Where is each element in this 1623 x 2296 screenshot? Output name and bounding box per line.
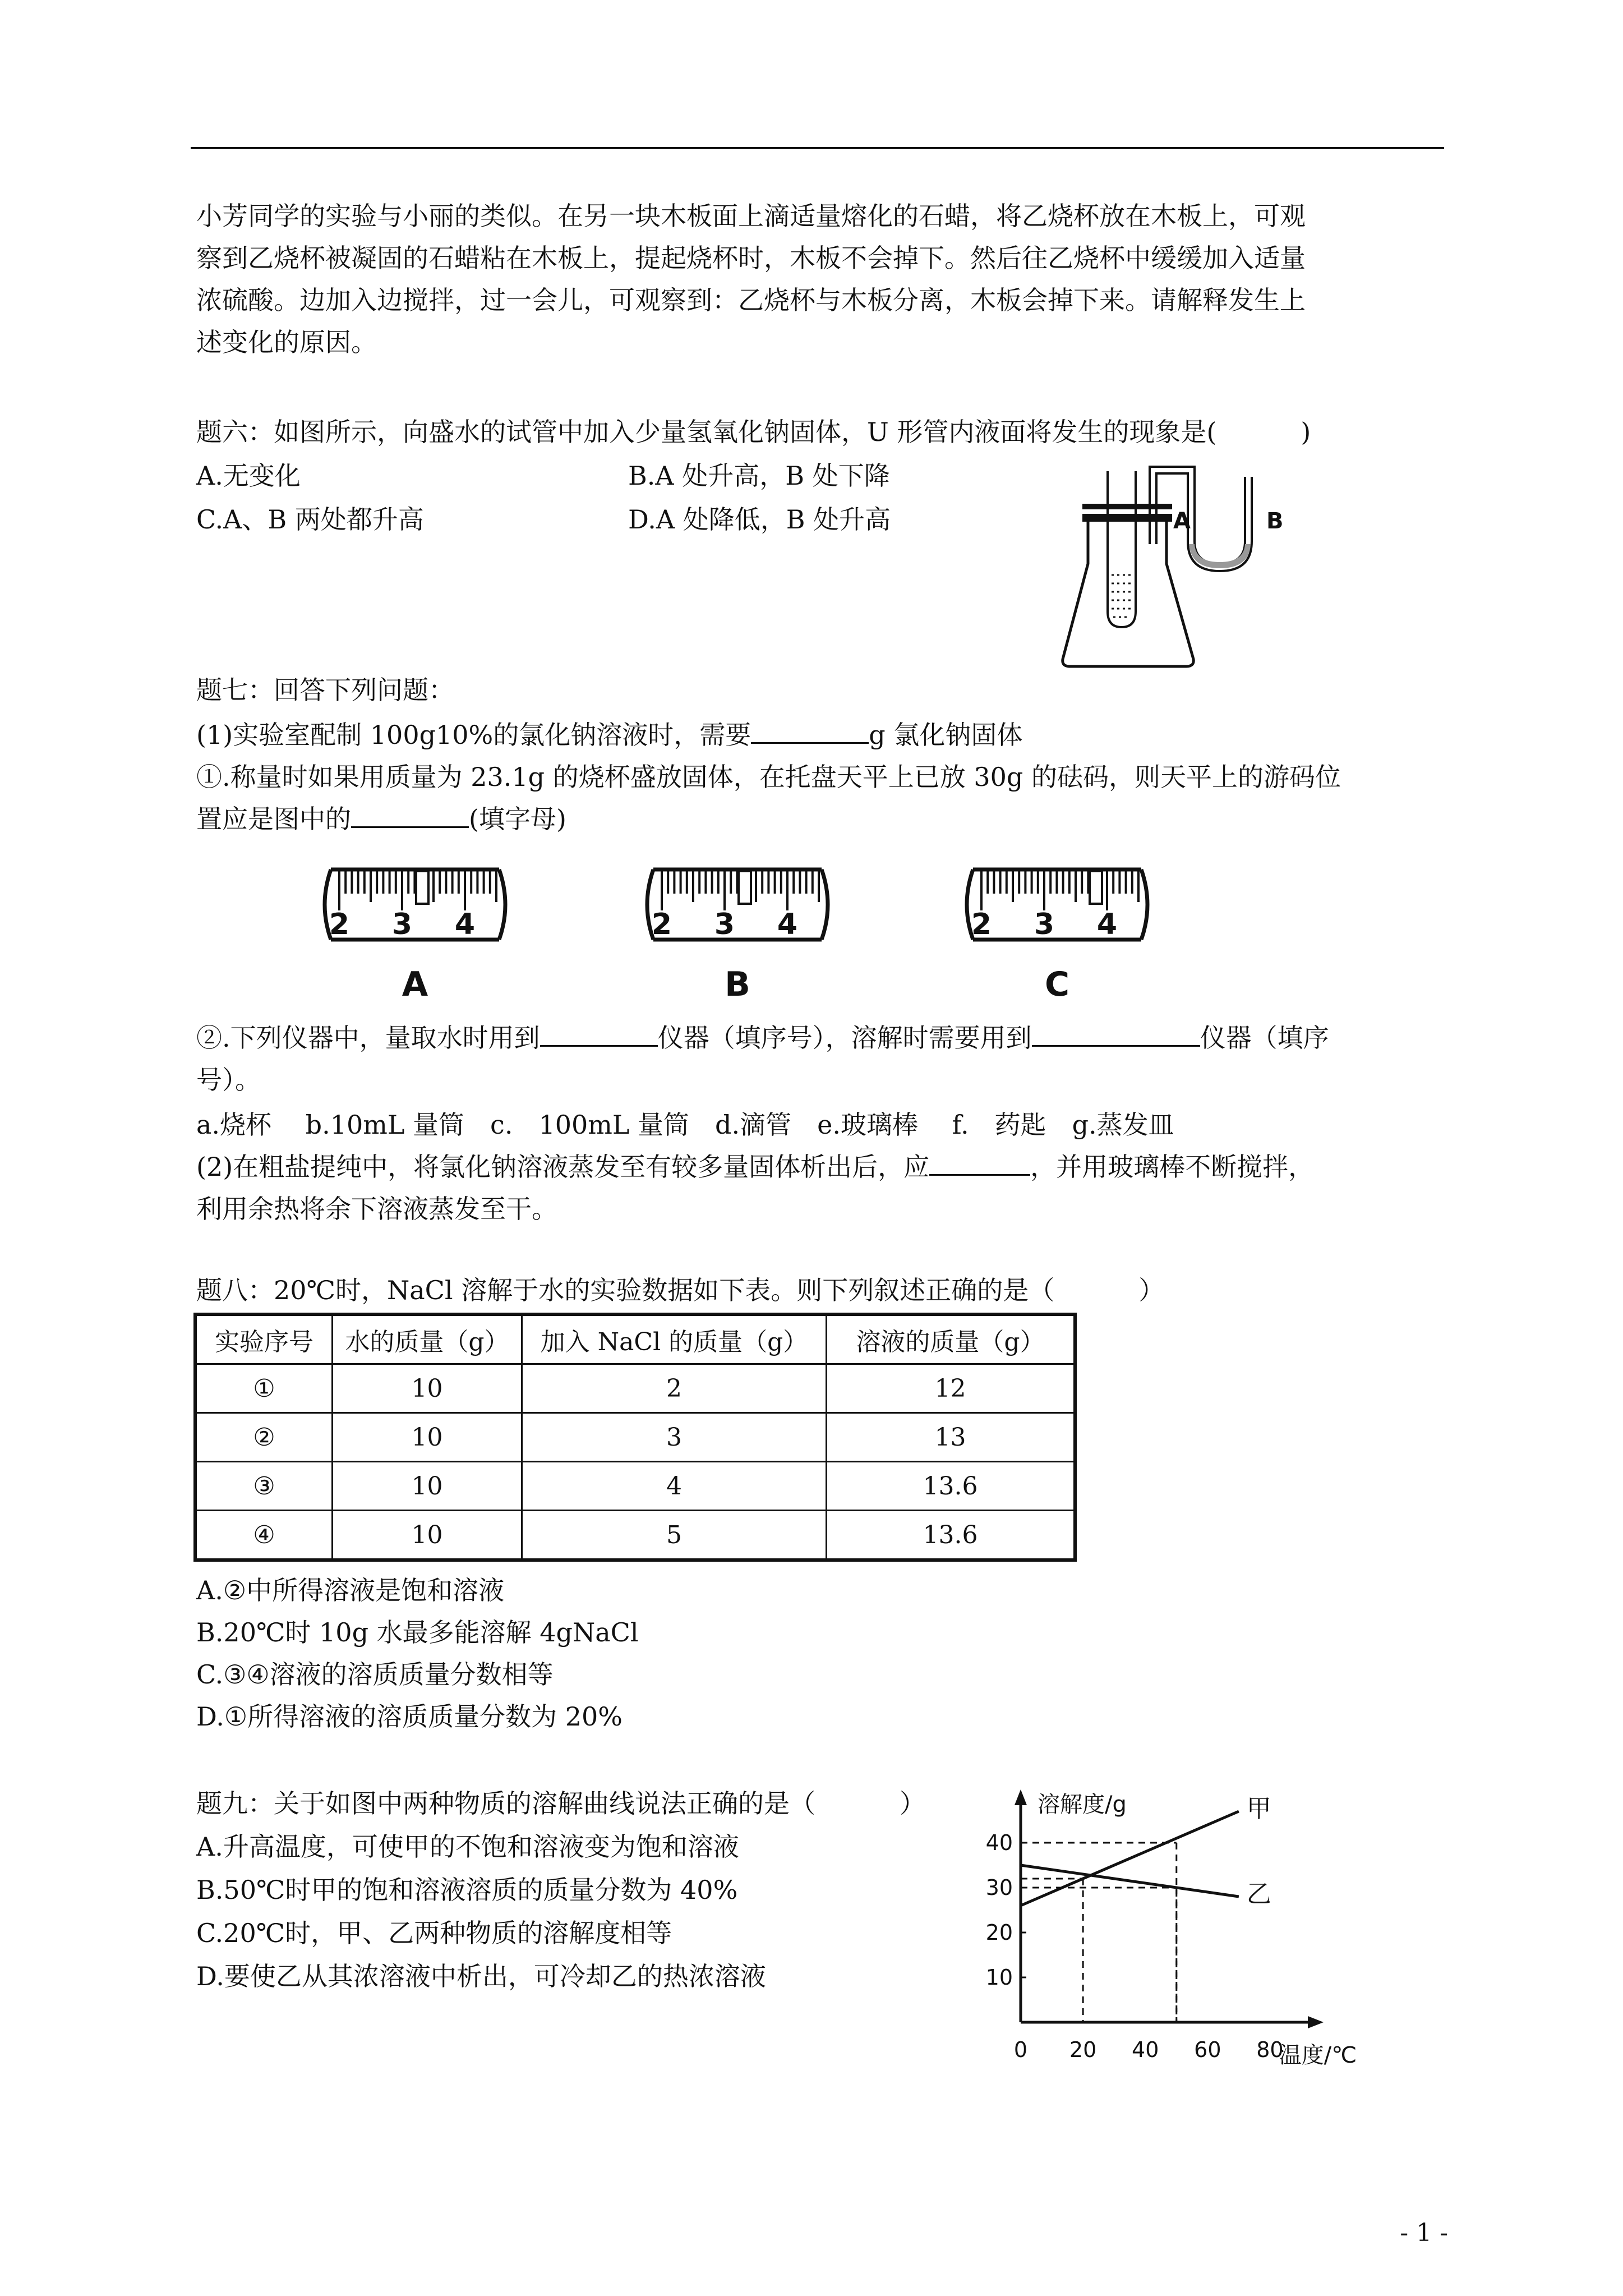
table-header-row	[195, 1314, 1075, 1364]
flask-u-tube-figure	[1054, 460, 1290, 673]
ruler-option	[967, 869, 1147, 1001]
intro-line-4: 述变化的原因。	[196, 327, 377, 357]
ruler-rider	[739, 871, 751, 904]
ruler-number: 4	[777, 908, 798, 941]
q7-part1-pre: (1)实验室配制 100g10%的氯化钠溶液时，需要	[196, 720, 751, 750]
q7-part4-pre: (2)在粗盐提纯中，将氯化钠溶液蒸发至有较多量固体析出后，应	[196, 1152, 930, 1182]
x-axis-arrow	[1308, 2016, 1324, 2028]
intro-line-2: 察到乙烧杯被凝固的石蜡粘在木板上，提起烧杯时，木板不会掉下。然后往乙烧杯中缓缓加入适量	[196, 243, 1306, 273]
y-axis-label: 溶解度/g	[1038, 1792, 1127, 1818]
series-label: 甲	[1246, 1795, 1271, 1823]
q7-part3-line2: 号）。	[196, 1065, 261, 1095]
ruler-right-break	[822, 869, 828, 940]
table-cell: 10	[333, 1364, 522, 1413]
ruler-number: 4	[454, 908, 476, 941]
x-tick-label: 40	[1132, 2037, 1159, 2062]
y-tick-label: 20	[985, 1920, 1013, 1945]
ruler-number: 2	[971, 908, 992, 941]
ruler-number: 2	[329, 908, 350, 941]
q7-part4-post: ，并用玻璃棒不断搅拌，	[1030, 1152, 1315, 1182]
ruler-rider	[1090, 871, 1102, 904]
table-cell: 3	[522, 1413, 827, 1462]
flask-label-a: A	[1173, 508, 1191, 534]
intro-line-1: 小芳同学的实验与小丽的类似。在另一块木板面上滴适量熔化的石蜡，将乙烧杯放在木板上，可观	[196, 201, 1306, 231]
ruler-option-label: A	[402, 965, 428, 1001]
table-cell: ④	[195, 1511, 333, 1561]
ruler-right-break	[1141, 869, 1147, 940]
table-cell: 10	[333, 1413, 522, 1462]
q6-option-d: D.A 处降低，B 处升高	[628, 504, 891, 535]
table-cell: 12	[827, 1364, 1076, 1413]
q9-stem	[196, 1787, 925, 1820]
q8-stem-text: 题八：20℃时，NaCl 溶解于水的实验数据如下表。则下列叙述正确的是（	[196, 1275, 1055, 1305]
q7-part2-line2	[196, 802, 566, 836]
table-row	[195, 1462, 1075, 1511]
q7-blank-3[interactable]	[540, 1045, 658, 1047]
table-cell: ②	[195, 1413, 333, 1462]
q7-part3-line1	[196, 1021, 1329, 1055]
ruler-rider	[416, 871, 428, 904]
q7-blank-1[interactable]	[751, 742, 869, 744]
table-header-cell: 加入 NaCl 的质量（g）	[522, 1314, 827, 1364]
table-row	[195, 1364, 1075, 1413]
ruler-option	[325, 869, 505, 1001]
q7-title: 题七：回答下列问题：	[196, 675, 454, 705]
flask-label-b: B	[1266, 508, 1284, 534]
q8-option-b: B.20℃时 10g 水最多能溶解 4gNaCl	[196, 1617, 639, 1648]
q9-option-b: B.50℃时甲的饱和溶液溶质的质量分数为 40%	[196, 1875, 738, 1905]
table-cell: 10	[333, 1462, 522, 1511]
q7-part4-line1	[196, 1150, 1314, 1184]
q7-blank-4[interactable]	[1032, 1045, 1200, 1047]
y-tick-label: 30	[985, 1875, 1013, 1900]
y-tick-label: 40	[985, 1830, 1013, 1855]
table-header-cell: 实验序号	[195, 1314, 333, 1364]
ruler-options-figure	[314, 861, 1211, 1001]
table-cell: 5	[522, 1511, 827, 1561]
x-axis-label: 温度/℃	[1279, 2042, 1357, 2067]
table-cell: 4	[522, 1462, 827, 1511]
q6-option-c: C.A、B 两处都升高	[196, 504, 424, 535]
table-cell: 10	[333, 1511, 522, 1561]
x-tick-label: 60	[1194, 2037, 1221, 2062]
series-label: 乙	[1246, 1880, 1271, 1908]
solubility-chart	[976, 1787, 1368, 2067]
table-cell: 13.6	[827, 1462, 1076, 1511]
q7-part1	[196, 718, 1022, 752]
table-cell: 13.6	[827, 1511, 1076, 1561]
q9-option-d: D.要使乙从其浓溶液中析出，可冷却乙的热浓溶液	[196, 1961, 766, 1991]
ruler-option-label: C	[1044, 965, 1070, 1001]
q7-part1-post: g 氯化钠固体	[869, 720, 1023, 750]
q6-stem	[196, 415, 1311, 449]
ruler-number: 2	[651, 908, 672, 941]
ruler-number: 3	[1034, 908, 1055, 941]
table-cell: ①	[195, 1364, 333, 1413]
table-header-cell: 溶液的质量（g）	[827, 1314, 1076, 1364]
q6-stem-text: 题六：如图所示，向盛水的试管中加入少量氢氧化钠固体，U 形管内液面将发生的现象是(	[196, 417, 1217, 447]
q7-part2-post: (填字母)	[469, 804, 566, 834]
ruler-option-label: B	[725, 965, 750, 1001]
q9-stem-end: ）	[900, 1788, 925, 1819]
q8-stem	[196, 1273, 1164, 1307]
table-cell: 13	[827, 1413, 1076, 1462]
q7-part2-line1: ①.称量时如果用质量为 23.1g 的烧杯盛放固体，在托盘天平上已放 30g 的砝码，则天平上的游码位	[196, 762, 1341, 792]
q8-option-a: A.②中所得溶液是饱和溶液	[196, 1575, 505, 1605]
x-tick-label: 20	[1069, 2037, 1097, 2062]
table-header-cell: 水的质量（g）	[333, 1314, 522, 1364]
q7-part3-pre: ②.下列仪器中，量取水时用到	[196, 1023, 540, 1053]
table-row	[195, 1413, 1075, 1462]
ruler-option	[647, 869, 828, 1001]
q7-blank-2[interactable]	[351, 826, 469, 828]
q8-option-c: C.③④溶液的溶质质量分数相等	[196, 1659, 554, 1690]
q7-part2-pre: 置应是图中的	[196, 804, 351, 834]
q9-option-c: C.20℃时，甲、乙两种物质的溶解度相等	[196, 1918, 672, 1948]
y-tick-label: 10	[985, 1965, 1013, 1990]
ruler-number: 3	[391, 908, 413, 941]
q7-part3-post: 仪器（填序	[1200, 1023, 1329, 1053]
x-tick-label: 0	[1013, 2037, 1028, 2062]
nacl-data-table	[193, 1313, 1077, 1562]
q7-blank-5[interactable]	[929, 1174, 1030, 1176]
ruler-number: 3	[714, 908, 735, 941]
q6-option-a: A.无变化	[196, 461, 301, 491]
table-row	[195, 1511, 1075, 1561]
page-number: - 1 -	[1400, 2219, 1448, 2247]
q8-stem-end: ）	[1138, 1275, 1165, 1305]
intro-line-3: 浓硫酸。边加入边搅拌，过一会儿，可观察到：乙烧杯与木板分离，木板会掉下来。请解释发生上	[196, 285, 1306, 315]
q6-stem-end: )	[1301, 417, 1311, 447]
ruler-ticks	[981, 871, 1138, 910]
x-tick-label: 80	[1256, 2037, 1284, 2062]
q7-part3-mid: 仪器（填序号），溶解时需要用到	[657, 1023, 1032, 1053]
header-rule	[191, 147, 1444, 149]
q7-part4-line2: 利用余热将余下溶液蒸发至干。	[196, 1194, 557, 1224]
q8-option-d: D.①所得溶液的溶质质量分数为 20%	[196, 1701, 623, 1732]
q9-option-a: A.升高温度，可使甲的不饱和溶液变为饱和溶液	[196, 1832, 739, 1862]
table-cell: 2	[522, 1364, 827, 1413]
table-cell: ③	[195, 1462, 333, 1511]
q9-stem-text: 题九：关于如图中两种物质的溶解曲线说法正确的是（	[196, 1788, 815, 1819]
ruler-right-break	[499, 869, 505, 940]
y-axis-arrow	[1015, 1789, 1027, 1805]
q7-instruments: a.烧杯 b.10mL 量筒 c. 100mL 量筒 d.滴管 e.玻璃棒 f. 药匙 g.蒸发皿	[196, 1110, 1174, 1140]
ruler-number: 4	[1096, 908, 1118, 941]
q6-option-b: B.A 处升高，B 处下降	[628, 461, 890, 491]
